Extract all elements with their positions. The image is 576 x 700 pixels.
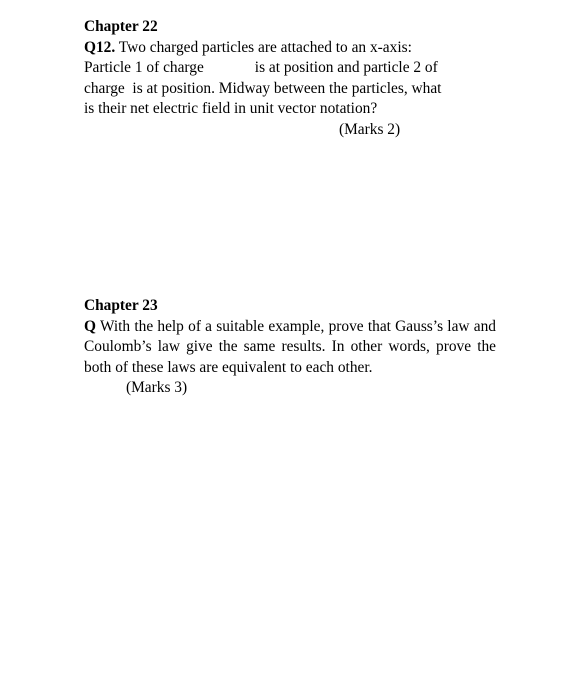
- question-q12: [84, 38, 496, 141]
- q-chapter-23-text: With the help of a suitable example, prove that Gauss’s law and Coulomb’s law give the same results. In other words, prove the both of these laws are equivalent to each other.: [84, 317, 496, 376]
- chapter-22-heading: Chapter 22: [84, 18, 158, 35]
- chapter-23-heading: Chapter 23: [84, 297, 158, 314]
- q-chapter-23-label: Q: [84, 317, 96, 335]
- q12-line-1: [84, 38, 496, 59]
- q12-line-4: is their net electric field in unit vector notation?: [84, 100, 378, 118]
- chapter-22-section: [84, 17, 496, 141]
- q12-line-2: [84, 58, 496, 79]
- q12-label: Q12.: [84, 38, 116, 56]
- q12-marks: (Marks 2): [339, 120, 401, 138]
- q12-line-2-part-1: Particle 1 of charge: [84, 59, 204, 77]
- q12-line-2-part-2: is at position and particle 2 of: [254, 59, 438, 77]
- q12-line-1-text: Two charged particles are attached to an x-axis:: [115, 38, 412, 56]
- chapter-23-section: [84, 296, 496, 399]
- q12-line-3: charge is at position. Midway between the particles, what: [84, 79, 442, 97]
- question-q-chapter-23: [84, 317, 496, 379]
- q-chapter-23-marks: (Marks 3): [126, 379, 188, 397]
